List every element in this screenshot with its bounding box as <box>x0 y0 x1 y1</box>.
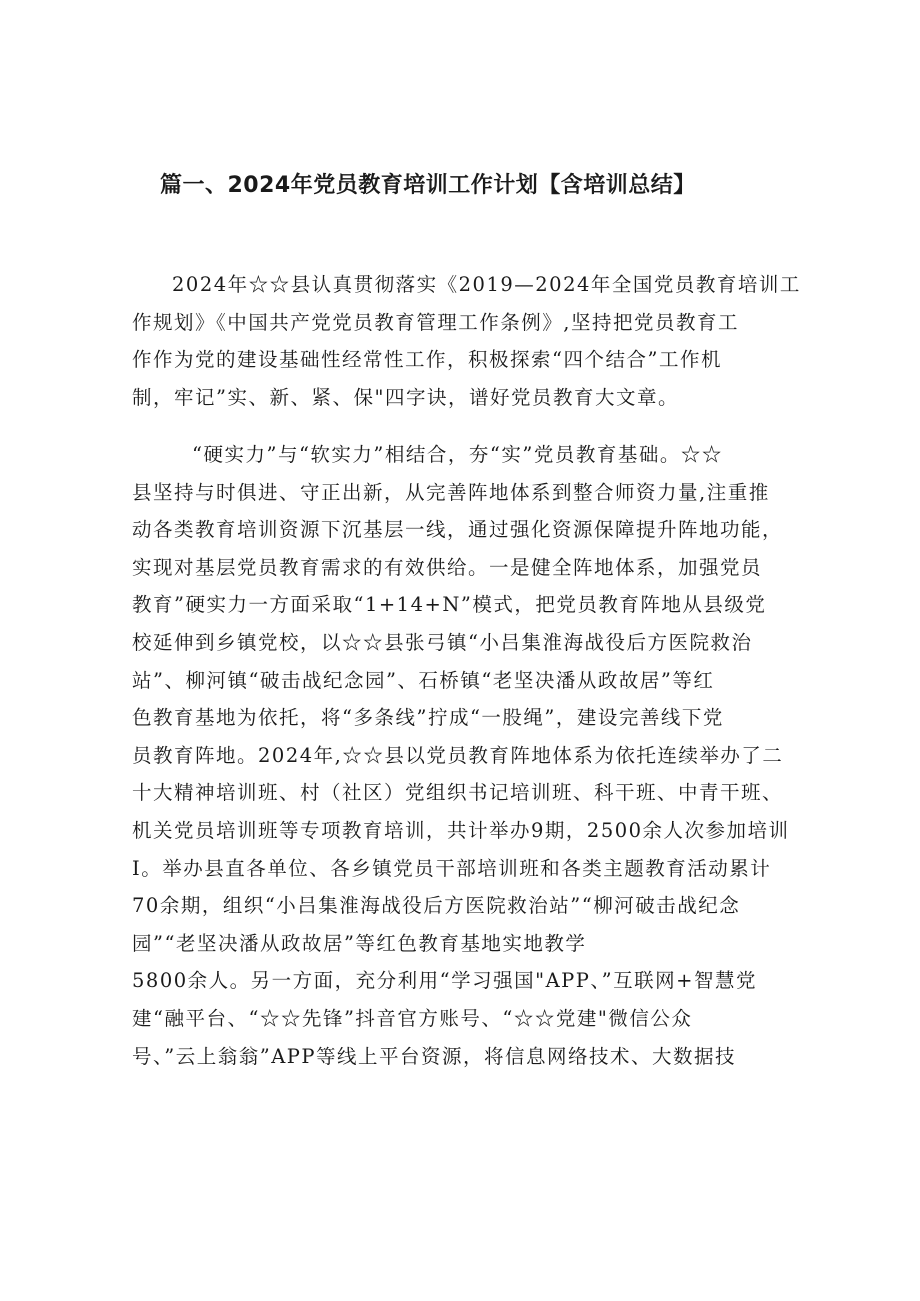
paragraph-2 <box>132 436 812 1075</box>
paragraph-line: 园”“老坚决潘从政故居”等红色教育基地实地教学 <box>132 931 587 955</box>
paragraph-line: 70余期，组织“小吕集淮海战役后方医院救治站”“柳河破击战纪念 <box>132 894 741 918</box>
paragraph-line: 机关党员培训班等专项教育培训，共计举办9期，2500余人次参加培训 <box>132 818 790 842</box>
paragraph-line: 实现对基层党员教育需求的有效供给。一是健全阵地体系，加强党员 <box>132 555 763 579</box>
document-title: 篇一、2024年党员教育培训工作计划【含培训总结】 <box>160 173 696 198</box>
paragraph-line: 号、”云上翁翁”APP等线上平台资源，将信息网络技术、大数据技 <box>132 1044 737 1068</box>
paragraph-line: 站”、柳河镇“破击战纪念园”、石桥镇“老坚决潘从政故居”等红 <box>132 668 715 692</box>
paragraph-line: “硬实力”与“软实力”相结合，夯“实”党员教育基础。☆☆ <box>192 443 723 466</box>
paragraph-line: 作作为党的建设基础性经常性工作，积极探索“四个结合”工作机 <box>132 348 722 372</box>
paragraph-line: 动各类教育培训资源下沉基层一线，通过强化资源保障提升阵地功能， <box>132 518 784 542</box>
paragraph-line: 制，牢记”实、新、紧、保"四字诀，谱好党员教育大文章。 <box>132 385 679 409</box>
paragraph-line: I。举办县直各单位、各乡镇党员干部培训班和各类主题教育活动累计 <box>132 856 772 880</box>
paragraph-line: 员教育阵地。2024年,☆☆县以党员教育阵地体系为依托连续举办了二 <box>132 743 784 767</box>
paragraph-line: 2024年☆☆县认真贯彻落实《2019—2024年全国党员教育培训工 <box>172 273 801 296</box>
paragraph-line: 5800余人。另一方面，充分利用“学习强国"APP、”互联网+智慧党 <box>132 969 757 993</box>
paragraph-line: 建“融平台、“☆☆先锋”抖音官方账号、“☆☆党建"微信公众 <box>132 1006 693 1030</box>
paragraph-line: 校延伸到乡镇党校，以☆☆县张弓镇“小吕集淮海战役后方医院救治 <box>132 630 753 654</box>
paragraph-1 <box>132 266 812 416</box>
paragraph-line: 教育”硬实力一方面采取“1+14+N”模式，把党员教育阵地从县级党 <box>132 593 767 617</box>
paragraph-line: 十大精神培训班、村（社区）党组织书记培训班、科干班、中青干班、 <box>132 781 784 805</box>
paragraph-line: 县坚持与时俱进、守正出新，从完善阵地体系到整合师资力量,注重推 <box>132 480 770 504</box>
paragraph-line: 作规划》《中国共产党党员教育管理工作条例》,坚持把党员教育工 <box>132 310 739 334</box>
paragraph-line: 色教育基地为依托，将“多条线”拧成“一股绳”，建设完善线下党 <box>132 706 724 730</box>
